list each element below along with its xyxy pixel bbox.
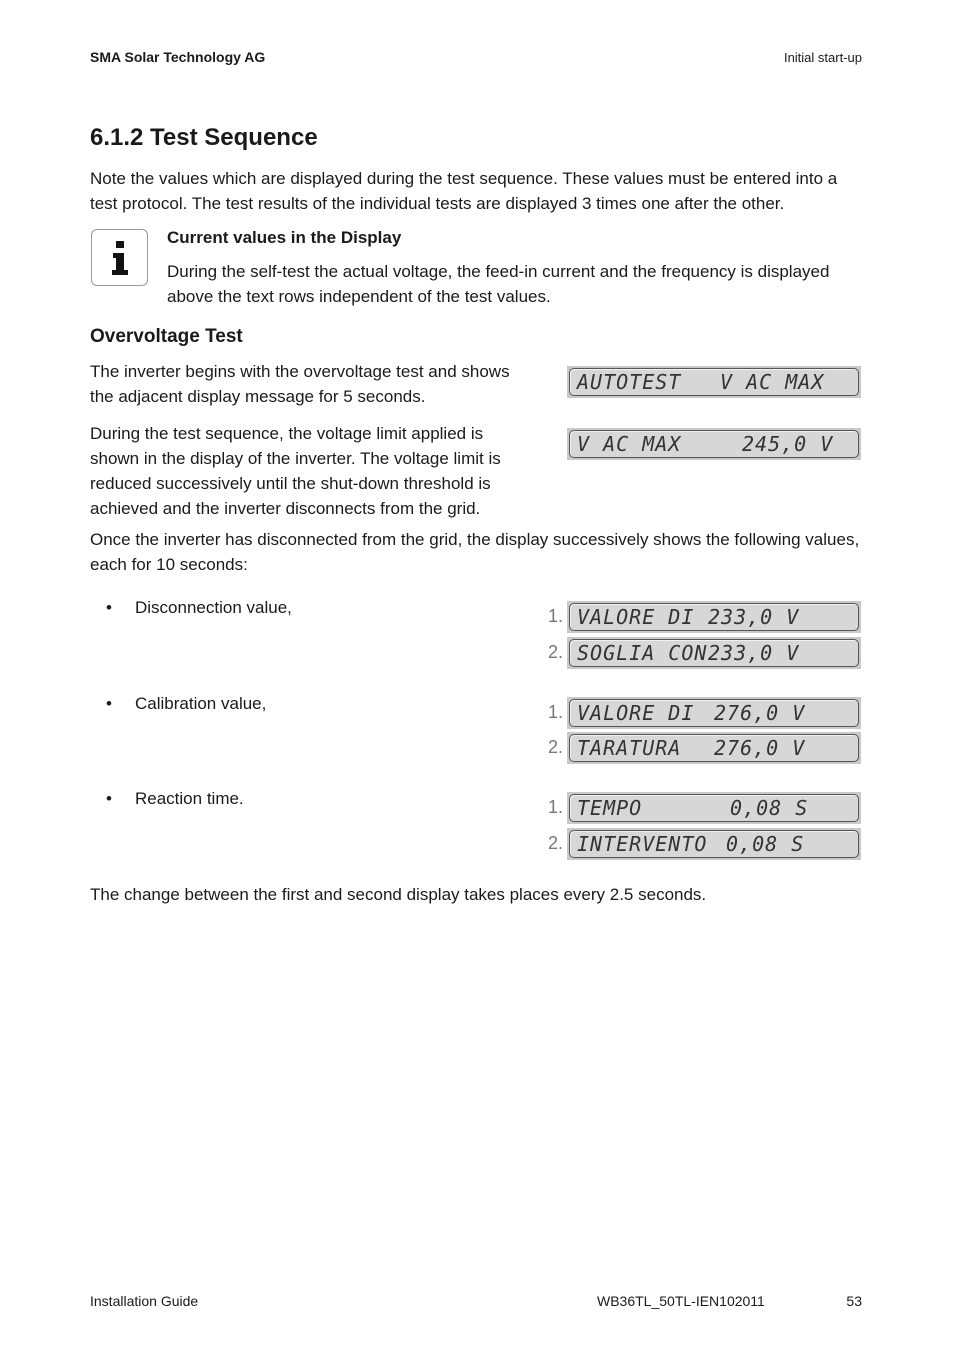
subsection-title: Overvoltage Test xyxy=(90,326,243,347)
step-number: 2. xyxy=(548,833,564,853)
lcd-vacmax: V AC MAX 245,0 V xyxy=(567,428,861,460)
step-number: 1. xyxy=(548,702,564,722)
lcd-reaction-1: TEMPO 0,08 S xyxy=(567,792,861,824)
info-box xyxy=(91,229,148,286)
lcd-disconnection-1: VALORE DI 233,0 V xyxy=(567,601,861,633)
step-number: 1. xyxy=(548,606,564,626)
bullet-calibration: • Calibration value, xyxy=(106,694,267,713)
info-text: During the self-test the actual voltage, the feed-in current and the frequency is displayed above the text rows independent of the test values. xyxy=(167,262,830,306)
lcd-calibration-1: VALORE DI 276,0 V xyxy=(567,697,861,729)
footer-doc-id: WB36TL_50TL-IEN102011 xyxy=(597,1293,765,1309)
info-title: Current values in the Display xyxy=(167,228,402,247)
section-title: 6.1.2 Test Sequence xyxy=(90,124,318,151)
paragraph-voltage-limit: During the test sequence, the voltage limit applied is shown in the display of the inverter. The voltage limit is reduced successively until the shut-down threshold is achieved and the inverter disconnects from the grid. xyxy=(90,424,501,518)
step-number: 2. xyxy=(548,642,564,662)
lcd-reaction-2: INTERVENTO 0,08 S xyxy=(567,828,861,860)
step-number: 2. xyxy=(548,737,564,757)
footer-doc-type: Installation Guide xyxy=(90,1293,199,1309)
intro-paragraph: Note the values which are displayed during the test sequence. These values must be entered into a test protocol. The test results of the individual tests are displayed 3 times one after the other. xyxy=(90,169,838,213)
step-number: 1. xyxy=(548,797,564,817)
lcd-disconnection-2: SOGLIA CON 233,0 V xyxy=(567,637,861,669)
header-company: SMA Solar Technology AG xyxy=(90,49,266,65)
lcd-autotest: AUTOTEST V AC MAX xyxy=(567,366,861,398)
page-number: 53 xyxy=(846,1293,862,1309)
paragraph-disconnected: Once the inverter has disconnected from the grid, the display successively shows the following values, each for 10 seconds: xyxy=(90,530,860,574)
closing-paragraph: The change between the first and second display takes places every 2.5 seconds. xyxy=(90,885,707,904)
info-icon xyxy=(110,241,130,275)
bullet-reaction: • Reaction time. xyxy=(106,789,244,808)
header-section: Initial start-up xyxy=(783,50,862,65)
bullet-disconnection: • Disconnection value, xyxy=(106,598,292,617)
lcd-calibration-2: TARATURA 276,0 V xyxy=(567,732,861,764)
paragraph-overvoltage-start: The inverter begins with the overvoltage test and shows the adjacent display message for 5 seconds. xyxy=(90,362,510,406)
